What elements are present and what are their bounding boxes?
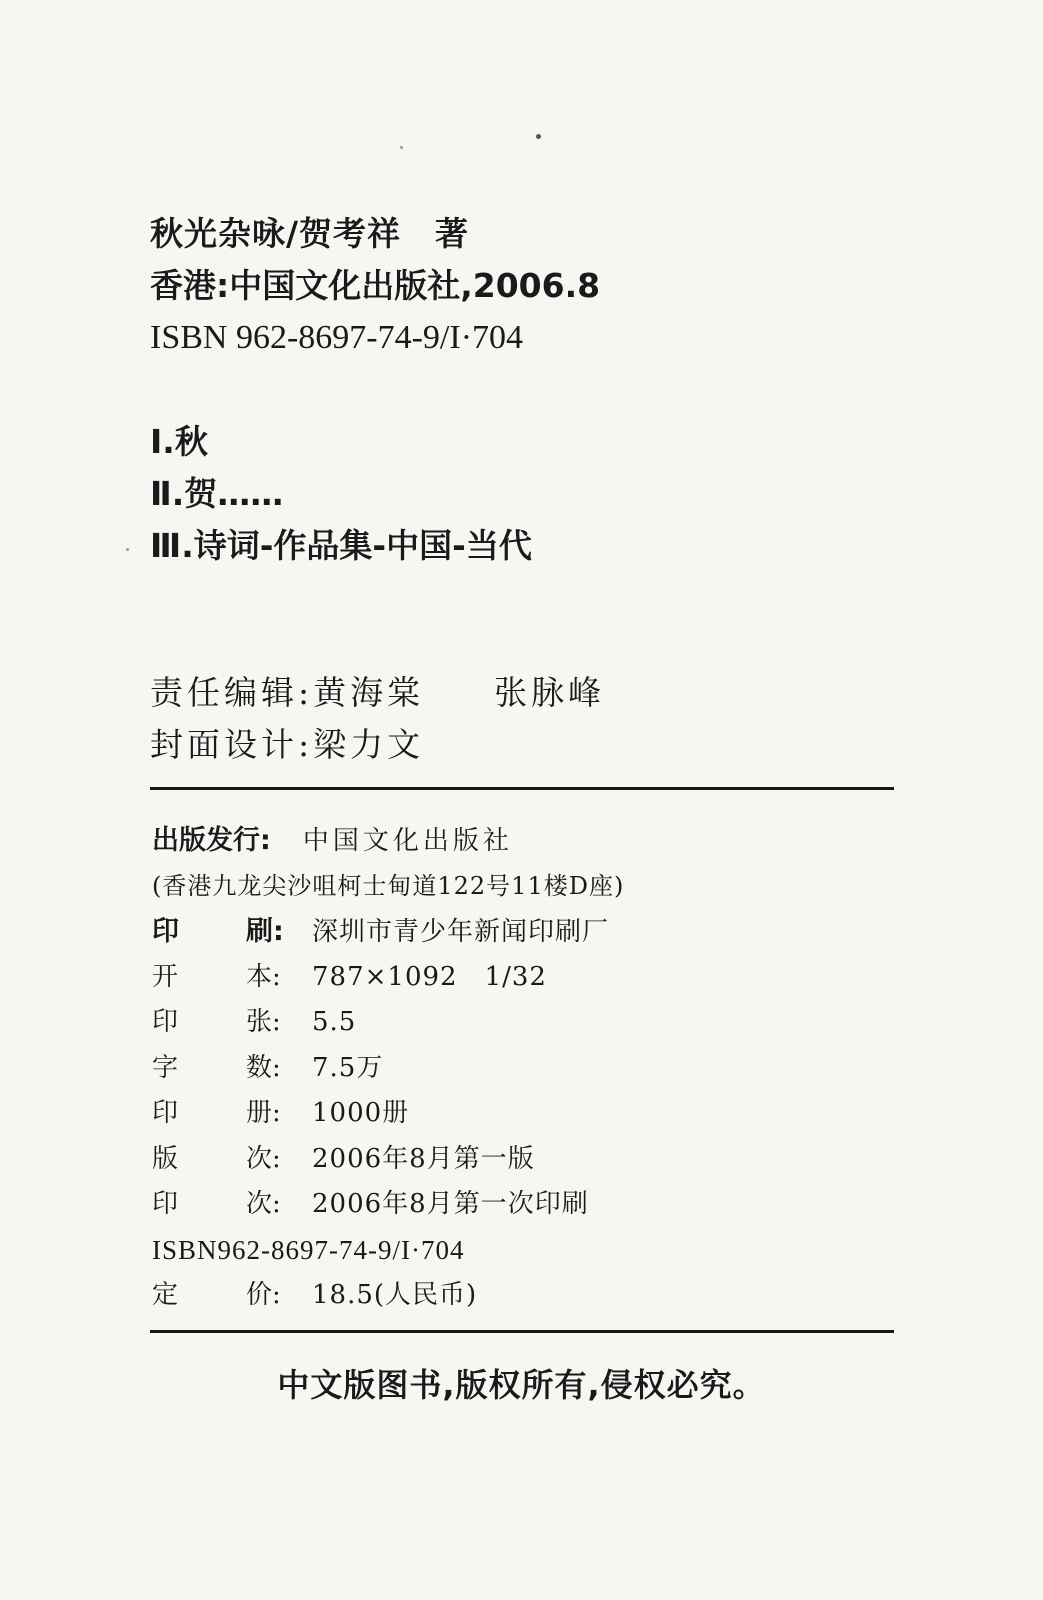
- publisher-address: (香港九龙尖沙咀柯士甸道122号11楼D座): [152, 871, 625, 900]
- cover-designer: [150, 719, 605, 771]
- subject-heading: Ⅰ.秋: [150, 422, 208, 461]
- printer-value: 深圳市青少年新闻印刷厂: [312, 917, 610, 947]
- subject-headings: [150, 416, 532, 572]
- sheets-row: [152, 1000, 624, 1046]
- price-label-2: 价:: [246, 1280, 281, 1310]
- publisher-value: 中国文化出版社: [302, 826, 513, 856]
- words-label-2: 数:: [246, 1052, 281, 1083]
- copies-label-1: 印: [152, 1098, 179, 1128]
- impression-label-2: 次:: [246, 1189, 281, 1219]
- subject-heading: Ⅲ.诗词-作品集-中国-当代: [150, 526, 532, 565]
- word-count-value: 7.5万: [312, 1052, 384, 1083]
- paper-speck: [126, 548, 129, 551]
- impression-value: 2006年8月第一次印刷: [312, 1189, 589, 1219]
- rights-notice: 中文版图书,版权所有,侵权必究。: [277, 1366, 766, 1404]
- sheets-value: 5.5: [312, 1007, 357, 1037]
- printer-row: [152, 909, 624, 955]
- copies-value: 1000册: [312, 1098, 410, 1128]
- responsible-editors: [150, 667, 605, 719]
- cover-designer-label: 封面设计:: [150, 725, 314, 764]
- publisher-row: [152, 818, 624, 864]
- cover-designer-name: 梁力文: [313, 725, 425, 764]
- editors-block: [150, 667, 605, 771]
- format-label-1: 开: [152, 961, 179, 992]
- edition-label-1: 版: [152, 1143, 179, 1174]
- edition-row: [152, 1137, 624, 1183]
- colophon: [152, 818, 624, 1319]
- format-value: 787×1092 1/32: [312, 961, 547, 992]
- printer-label-2: 刷:: [246, 916, 284, 947]
- responsible-editor-name: 张脉峰: [494, 673, 606, 712]
- price-row: [152, 1273, 624, 1319]
- word-count-row: [152, 1046, 624, 1092]
- divider-top: [150, 787, 894, 790]
- copies-row: [152, 1091, 624, 1137]
- edition-value: 2006年8月第一版: [312, 1143, 535, 1174]
- words-label-1: 字: [152, 1052, 179, 1083]
- responsible-editor-name: 黄海棠: [313, 673, 425, 712]
- publication-info: 香港:中国文化出版社,2006.8: [150, 266, 601, 305]
- colophon-isbn: ISBN962-8697-74-9/I·704: [152, 1234, 465, 1265]
- format-label-2: 本:: [246, 961, 281, 992]
- responsible-editor-label: 责任编辑:: [150, 673, 314, 712]
- publisher-label: 出版发行:: [152, 825, 271, 856]
- book-title-author: 秋光杂咏/贺考祥 著: [150, 214, 470, 253]
- impression-row: [152, 1182, 624, 1228]
- edition-label-2: 次:: [246, 1143, 281, 1174]
- format-row: [152, 955, 624, 1001]
- sheets-label-2: 张:: [246, 1007, 281, 1037]
- paper-speck: [536, 134, 541, 139]
- cip-isbn: ISBN 962-8697-74-9/I·704: [150, 319, 524, 356]
- divider-bottom: [150, 1330, 894, 1333]
- impression-label-1: 印: [152, 1189, 179, 1219]
- subject-heading: Ⅱ.贺……: [150, 474, 284, 513]
- copies-label-2: 册:: [246, 1098, 281, 1128]
- cip-block: [150, 208, 600, 364]
- paper-speck: [400, 146, 403, 149]
- printer-label-1: 印: [152, 916, 179, 947]
- price-label-1: 定: [152, 1280, 179, 1310]
- price-value: 18.5(人民币): [312, 1280, 478, 1310]
- sheets-label-1: 印: [152, 1007, 179, 1037]
